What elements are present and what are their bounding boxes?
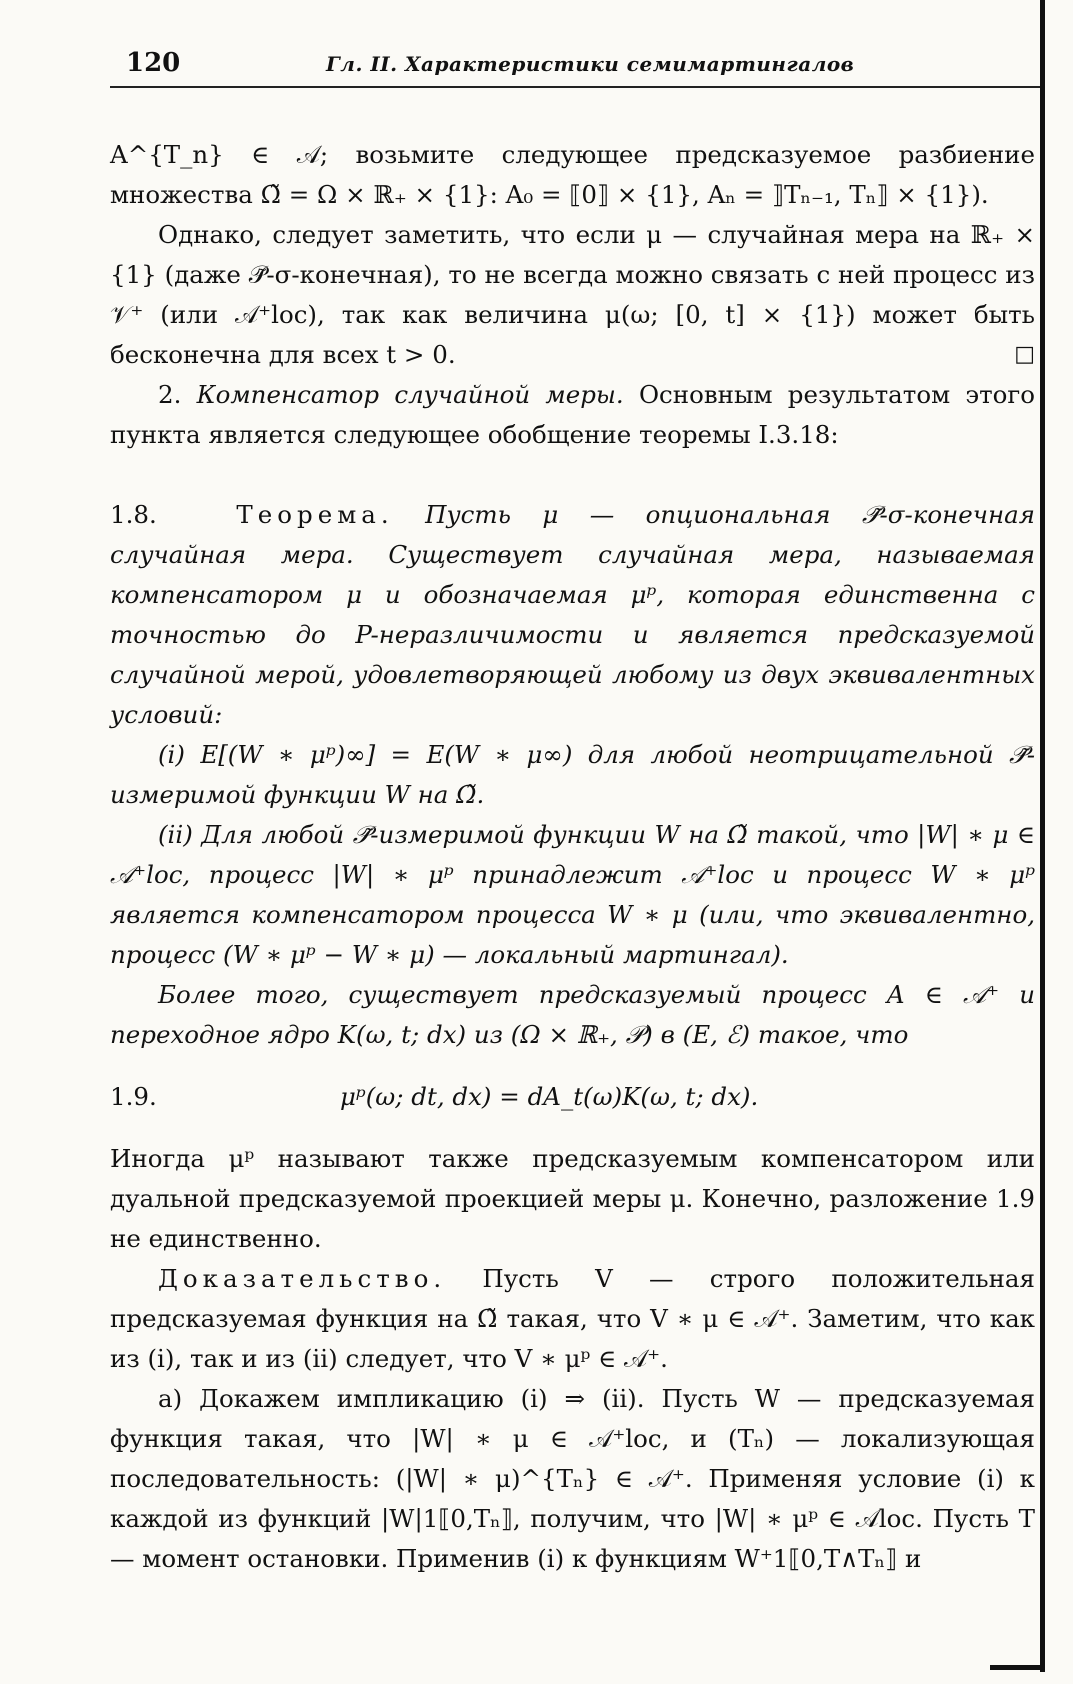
proof-paragraph [110, 1259, 1035, 1379]
spacer [110, 455, 1035, 495]
text-body [110, 135, 1035, 1579]
section-title: Компенсатор случайной меры. [196, 380, 624, 409]
theorem-1-8 [110, 495, 1035, 735]
page-number: 120 [126, 48, 181, 78]
theorem-continuation: Более того, существует предсказуемый процесс A ∈ 𝒜⁺ и переходное ядро K(ω, t; dx) из (Ω × ℝ₊, 𝒫) в (E, ℰ) такое, что [110, 980, 1035, 1049]
condition-i: (i) E[(W ∗ μᵖ)∞] = E(W ∗ μ∞) для любой неотрицательной 𝒫̃-измеримой функции W на Ω̃. [110, 740, 1035, 809]
paragraph-3 [110, 375, 1035, 455]
header-rule [110, 86, 1040, 88]
paragraph-3-text: Основным результатом этого пункта является следующее обобщение теоремы I.3.18: [110, 380, 1036, 449]
running-header [126, 48, 1036, 84]
proof-part-a: а) Докажем импликацию (i) ⇒ (ii). Пусть W — предсказуемая функция такая, что |W| ∗ μ ∈ 𝒜⁺loc, и (Tₙ) — локализующая последовательность: (|W| ∗ μ)^{Tₙ} ∈ 𝒜⁺. Применяя условие (i) к каждой из функций |W|1⟦0,Tₙ⟧, получим, что |W| ∗ μᵖ ∈ 𝒜loc. Пусть T — момент остановки. Применив (i) к функциям W⁺1⟦0,T∧Tₙ⟧ и [110, 1384, 1035, 1573]
qed-mark: □ [1014, 342, 1035, 367]
paragraph-2 [110, 215, 1035, 375]
page-corner-border [990, 1665, 1045, 1670]
paragraph-1: A^{T_n} ∈ 𝒜; возьмите следующее предсказуемое разбиение множества Ω̃ = Ω × ℝ₊ × {1}: A₀ = ⟦0⟧ × {1}, Aₙ = ⟧Tₙ₋₁, Tₙ⟧ × {1}). [110, 140, 1035, 209]
condition-ii: (ii) Для любой 𝒫̃-измеримой функции W на Ω̃ такой, что |W| ∗ μ ∈ 𝒜⁺loc, процесс |W| ∗ μᵖ принадлежит 𝒜⁺loc и процесс W ∗ μᵖ является компенсатором процесса W ∗ μ (или, что эквивалентно, процесс (W ∗ μᵖ − W ∗ μ) — локальный мартингал). [110, 820, 1035, 969]
proof-label: Доказательство. [158, 1264, 447, 1293]
theorem-label: Теорема. [236, 500, 394, 529]
theorem-statement: Пусть μ — опциональная 𝒫̃-σ-конечная случайная мера. Существует случайная мера, называемая компенсатором μ и обозначаемая μᵖ, которая единственна с точностью до P-неразличимости и является предсказуемой случайной мерой, удовлетворяющей любому из двух эквивалентных условий: [110, 500, 1035, 729]
item-number: 2. [158, 380, 182, 409]
equation-1-9 [110, 1077, 1035, 1117]
paragraph-after-equation: Иногда μᵖ называют также предсказуемым компенсатором или дуальной предсказуемой проекцией меры μ. Конечно, разложение 1.9 не единственно. [110, 1144, 1035, 1253]
paragraph-2-text: Однако, следует заметить, что если μ — случайная мера на ℝ₊ × {1} (даже 𝒫̃-σ-конечная), то не всегда можно связать с ней процесс из 𝒱⁺ (или 𝒜⁺loc), так как величина μ(ω; [0, t] × {1}) может быть бесконечна для всех t > 0. [110, 220, 1035, 369]
running-title: Гл. II. Характеристики семимартингалов [326, 52, 855, 76]
equation-number: 1.9. [110, 1082, 157, 1111]
proof-text: Пусть V — строго положительная предсказуемая функция на Ω̃ такая, что V ∗ μ ∈ 𝒜⁺. Заметим, что как из (i), так и из (ii) следует, что V ∗ μᵖ ∈ 𝒜⁺. [110, 1264, 1035, 1373]
page-edge-border [1040, 0, 1045, 1672]
equation-body: μᵖ(ω; dt, dx) = dA_t(ω)K(ω, t; dx). [340, 1082, 759, 1111]
theorem-number: 1.8. [110, 500, 157, 529]
